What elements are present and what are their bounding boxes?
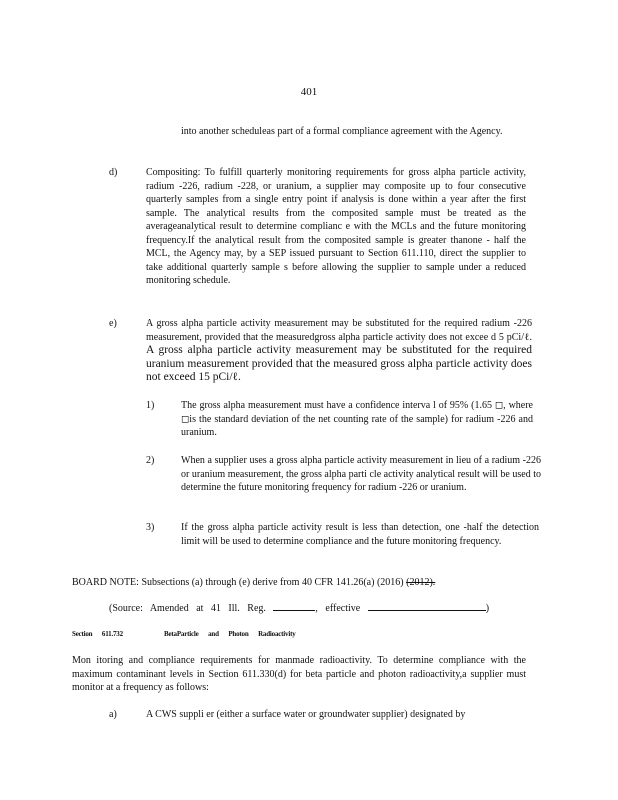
sub-2-text: When a supplier uses a gross alpha particle activity measurement in lieu of a radium -226 or uranium measurement, the gross alpha parti cle activity analytical result will be used to determine the future monitoring frequency for radium -226 or uranium. xyxy=(181,455,541,493)
section-heading xyxy=(72,628,532,642)
reg-blank xyxy=(273,601,315,611)
page-number: 401 xyxy=(300,86,318,98)
sub-2-label: 2) xyxy=(146,455,155,466)
item-a-label: a) xyxy=(109,709,117,720)
intro-paragraph: Mon itoring and compliance requirements for manmade radioactivity. To determine compliance with the maximum contaminant levels in Section 611.330(d) for beta particle and photon radioactivity,a supplier must monitor at a frequency as follows: xyxy=(72,655,526,693)
item-e-paragraph xyxy=(146,317,532,385)
item-d-text: Compositing: To fulfill quarterly monitoring requirements for gross alpha particle activity, radium -226, radium -228, or uranium, a supplier may composite up to four consecutive quarterly samples from a single entry point if analysis is done within a year after the first sample. The analytical results from the composited sample must be treated as the averageanalytical result to determine complianc e with the MCLs and the future monitoring frequency.If the analytical result from the composited sample is greater thanone - half the MCL, the Agency may, by a SEP issued pursuant to Section 611.110, direct the supplier to take additional quarterly sample s before allowing the supplier to sample under a reduced monitoring schedule. xyxy=(146,167,526,286)
item-e-deleted-text: A gross alpha particle activity measurement may be substituted for the required radium -226 measurement, provided that the measuredgross alpha particle activity does not excee d 5 pCi/ℓ. xyxy=(146,318,532,343)
sub-1-label: 1) xyxy=(146,400,155,411)
sub-3-text: If the gross alpha particle activity result is less than detection, one -half the detection limit will be used to determine compliance and the future monitoring frequency. xyxy=(181,522,539,547)
source-line xyxy=(109,601,529,616)
item-d-label: d) xyxy=(109,167,118,178)
source-prefix: (Source: Amended at 41 Ill. Reg. xyxy=(109,603,266,614)
item-e-label: e) xyxy=(109,318,117,329)
sub-1-text: The gross alpha measurement must have a confidence interva l of 95% (1.65 ◻, where ◻is the standard deviation of the net counting rate of the sample) for radium -226 and uranium. xyxy=(181,400,533,438)
sub-3-label: 3) xyxy=(146,522,155,533)
board-note-struck: (2012). xyxy=(406,577,436,588)
item-e-added-text: A gross alpha particle activity measurement may be substituted for the required uranium measurement provided that the measured gross alpha particle activity does not exceed 15 pCi/ℓ. xyxy=(146,344,532,383)
effective-blank xyxy=(368,601,486,611)
item-a-text: A CWS suppli er (either a surface water or groundwater supplier) designated by xyxy=(146,709,466,720)
section-number: Section 611.732 xyxy=(72,630,123,638)
board-note xyxy=(72,576,532,590)
section-title: BetaParticle and Photon Radioactivity xyxy=(164,630,296,638)
continued-paragraph: into another scheduleas part of a formal compliance agreement with the Agency. xyxy=(181,126,503,137)
source-suffix: ) xyxy=(485,603,490,614)
board-note-text: BOARD NOTE: Subsections (a) through (e) derive from 40 CFR 141.26(a) (2016) xyxy=(72,577,404,588)
source-mid: , effective xyxy=(315,603,361,614)
